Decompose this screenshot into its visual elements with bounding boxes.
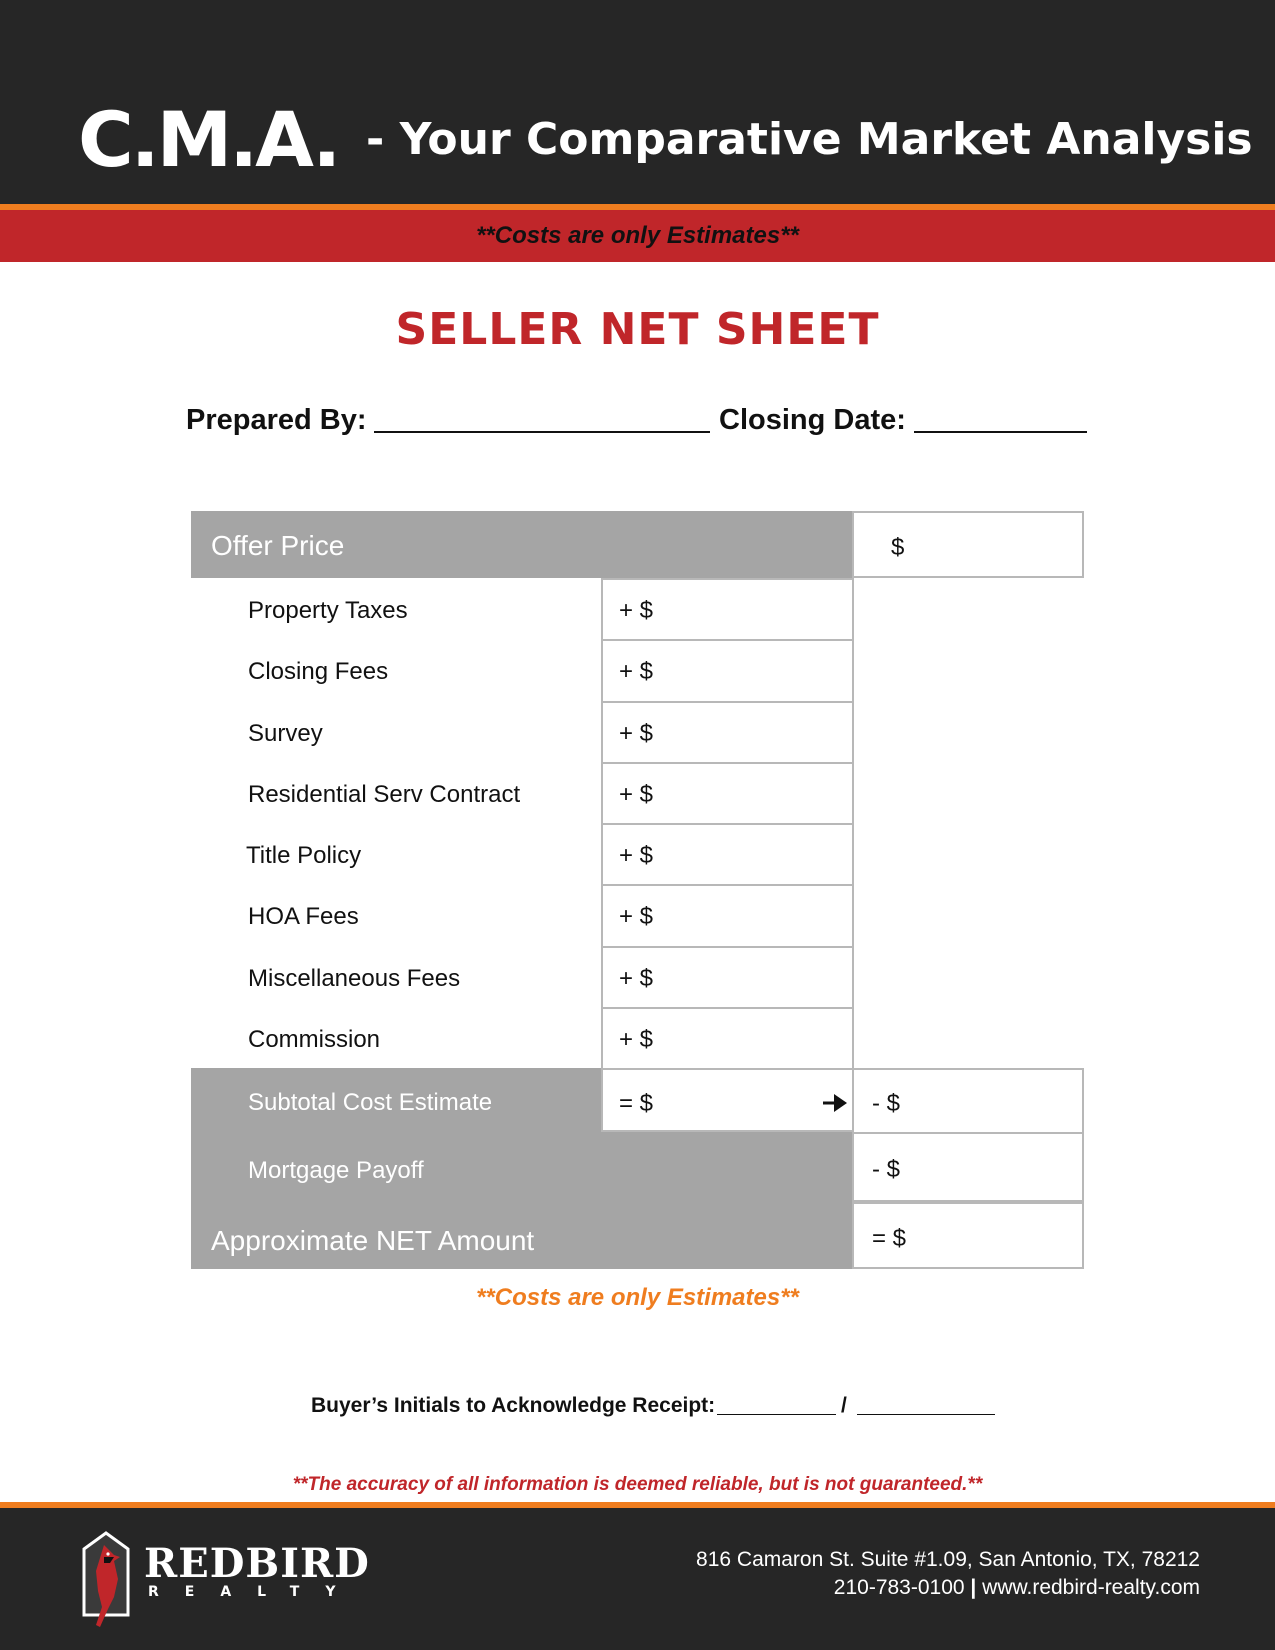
cost-row-prefix: + $ — [619, 1025, 654, 1053]
offer-price-label: Offer Price — [211, 530, 345, 561]
cma-logo-text: C.M.A. — [78, 95, 339, 184]
cost-row-label: Miscellaneous Fees — [248, 964, 461, 992]
cost-row-prefix: + $ — [619, 964, 654, 992]
cardinal-logo-icon — [74, 1527, 138, 1631]
initials-separator: / — [841, 1394, 847, 1417]
initials-line-1[interactable] — [717, 1414, 836, 1415]
cost-row-label: Property Taxes — [248, 597, 408, 624]
mortgage-payoff-prefix: - $ — [872, 1156, 901, 1183]
subtotal-label: Subtotal Cost Estimate — [248, 1089, 493, 1116]
cost-row-prefix: + $ — [619, 842, 654, 869]
initials-label: Buyer’s Initials to Acknowledge Receipt: — [311, 1394, 716, 1417]
footer-contact — [834, 1574, 1200, 1601]
cost-row-prefix: + $ — [619, 597, 654, 624]
cost-row-label: Closing Fees — [248, 658, 389, 686]
header-subtitle: - Your Comparative Market Analysis — [366, 114, 1253, 165]
mortgage-payoff-label: Mortgage Payoff — [248, 1157, 424, 1184]
disclaimer: **The accuracy of all information is deemed reliable, but is not guaranteed.** — [292, 1474, 983, 1495]
cost-row-label: Residential Serv Contract — [248, 780, 521, 808]
footer-website-link[interactable]: www.redbird-realty.com — [982, 1576, 1200, 1599]
offer-price-prefix: $ — [891, 534, 905, 561]
cost-row-label: Commission — [248, 1025, 381, 1053]
cost-row-label: Title Policy — [246, 842, 362, 869]
cost-row-label: HOA Fees — [248, 903, 359, 931]
cost-row-prefix: + $ — [619, 719, 654, 747]
footer-address: 816 Camaron St. Suite #1.09, San Antonio, TX, 78212 — [696, 1548, 1200, 1571]
subtotal-prefix: = $ — [619, 1090, 654, 1117]
cost-row-label: Survey — [248, 719, 323, 747]
footer-separator: | — [970, 1576, 977, 1599]
estimate-banner-text: **Costs are only Estimates** — [476, 222, 799, 249]
offer-price-input[interactable] — [852, 511, 1084, 578]
net-amount-prefix: = $ — [872, 1225, 907, 1252]
cost-row-prefix: + $ — [619, 780, 654, 808]
closing-date-label: Closing Date: — [719, 404, 906, 436]
estimate-note: **Costs are only Estimates** — [476, 1284, 799, 1311]
net-amount-label: Approximate NET Amount — [211, 1225, 535, 1256]
prepared-by-label: Prepared By: — [186, 404, 367, 436]
brand-subtitle: REALTY — [148, 1584, 362, 1600]
arrow-right-icon — [822, 1091, 848, 1115]
cost-row-prefix: + $ — [619, 658, 654, 686]
brand-name: REDBIRD — [144, 1540, 370, 1587]
initials-line-2[interactable] — [857, 1414, 995, 1415]
cost-row-prefix: + $ — [619, 903, 654, 931]
subtotal-carry-prefix: - $ — [872, 1090, 901, 1117]
closing-date-line[interactable] — [914, 431, 1087, 433]
footer-phone: 210-783-0100 — [833, 1576, 965, 1599]
sheet-title: SELLER NET SHEET — [395, 304, 880, 355]
prepared-by-line[interactable] — [374, 431, 710, 433]
